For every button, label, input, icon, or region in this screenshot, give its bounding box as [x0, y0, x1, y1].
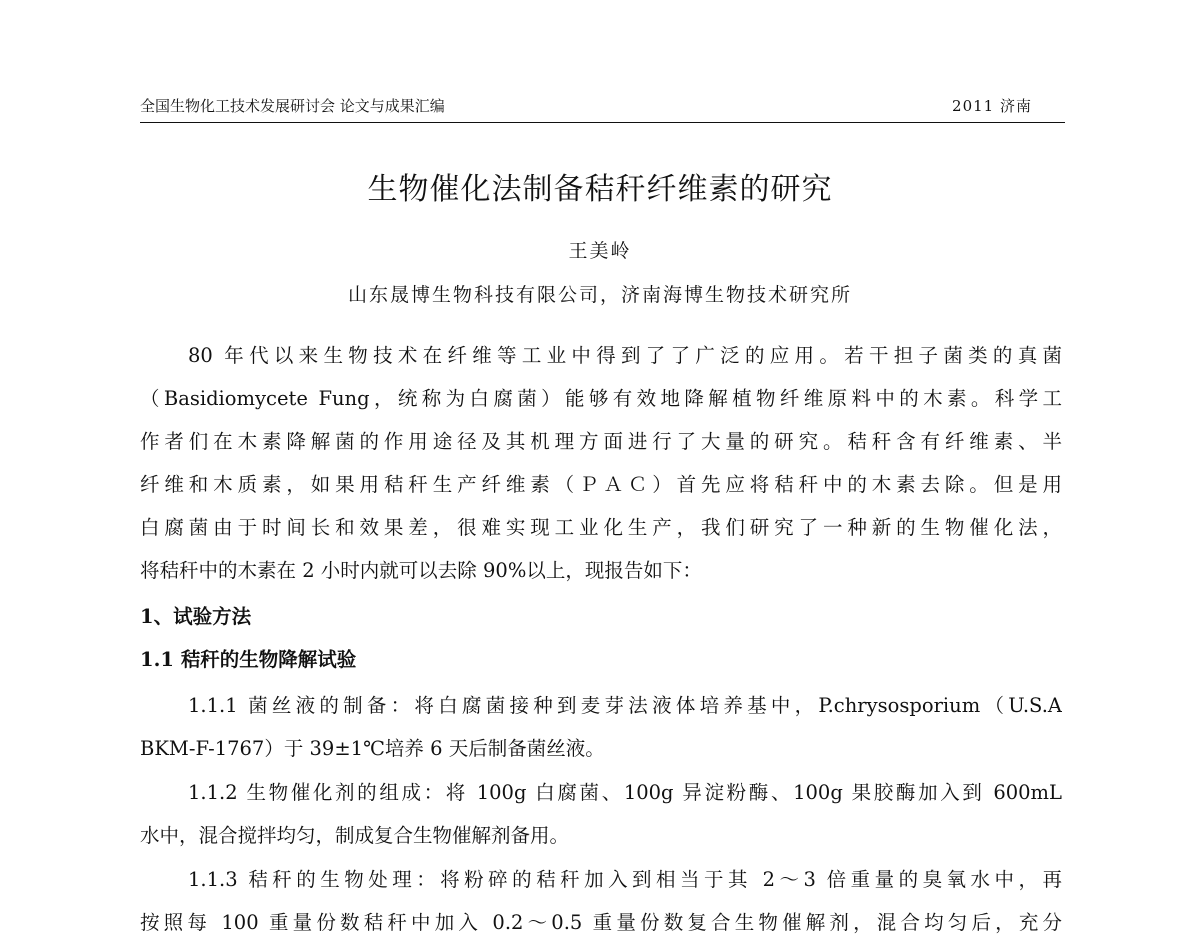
- running-header: [140, 96, 1062, 122]
- para-1-1-2-line-2: 水中，混合搅拌均匀，制成复合生物催解剂备用。: [140, 824, 570, 847]
- para-1-1-1-line-1: 1.1.1 菌丝液的制备：将白腐菌接种到麦芽法液体培养基中，P.chrysosporium（U.S.A: [188, 694, 1062, 717]
- intro-line-4: 纤维和木质素，如果用秸秆生产纤维素（ＰＡＣ）首先应将秸秆中的木素去除。但是用: [140, 473, 1062, 496]
- para-1-1-3-line-2: 按照每 100 重量份数秸秆中加入 0.2～0.5 重量份数复合生物催解剂，混合均匀后，充分: [140, 911, 1062, 934]
- paper-author: 王美岭: [568, 240, 632, 262]
- paper-affiliation: 山东晟博生物科技有限公司，济南海博生物技术研究所: [347, 284, 852, 306]
- para-1-1-2-line-1: 1.1.2 生物催化剂的组成：将 100g 白腐菌、100g 异淀粉酶、100g 果胶酶加入到 600mL: [188, 781, 1062, 804]
- intro-line-3: 作者们在木素降解菌的作用途径及其机理方面进行了大量的研究。秸秆含有纤维素、半: [140, 430, 1062, 453]
- section-heading-1: 1、试验方法: [140, 605, 252, 628]
- intro-line-6: 将秸秆中的木素在 2 小时内就可以去除 90%以上，现报告如下：: [140, 559, 702, 582]
- para-1-1-1-line-2: BKM-F-1767）于 39±1℃培养 6 天后制备菌丝液。: [140, 737, 605, 760]
- intro-line-5: 白腐菌由于时间长和效果差，很难实现工业化生产，我们研究了一种新的生物催化法，: [140, 516, 1062, 539]
- header-divider: [140, 122, 1065, 123]
- paper-title: 生物催化法制备秸秆纤维素的研究: [367, 172, 833, 207]
- para-1-1-3-line-1: 1.1.3 秸秆的生物处理：将粉碎的秸秆加入到相当于其 2～3 倍重量的臭氧水中，再: [188, 868, 1062, 891]
- running-header-right: 2011 济南: [952, 97, 1032, 115]
- running-header-left: 全国生物化工技术发展研讨会 论文与成果汇编: [140, 97, 445, 115]
- intro-line-2: （Basidiomycete Fung，统称为白腐菌）能够有效地降解植物纤维原料中的木素。科学工: [140, 387, 1062, 410]
- intro-line-1: 80 年代以来生物技术在纤维等工业中得到了了广泛的应用。若干担子菌类的真菌: [188, 344, 1062, 367]
- section-heading-1-1: 1.1 秸秆的生物降解试验: [140, 648, 357, 671]
